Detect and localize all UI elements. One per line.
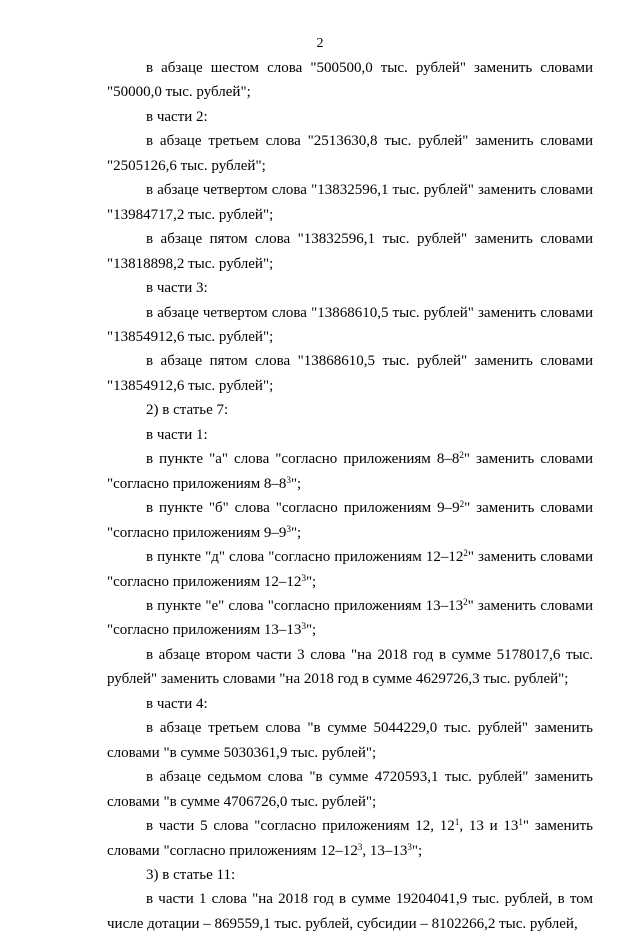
text-run: в части 3: <box>146 280 208 297</box>
paragraph <box>107 496 593 545</box>
paragraph <box>107 105 593 129</box>
paragraph <box>107 863 593 887</box>
text-run: " заменить словами "согласно приложениям 8–8 <box>107 451 593 492</box>
superscript: 1 <box>454 817 460 828</box>
superscript: 3 <box>357 841 363 852</box>
paragraph <box>107 692 593 716</box>
text-run: в части 1 слова "на 2018 год в сумме 19204041,9 тыс. рублей, в том числе дотации – 869559,1 тыс. рублей, субсидии – 8102266,2 тыс. рублей, <box>107 891 593 932</box>
text-run: " заменить словами "согласно приложениям 12–12 <box>107 549 593 590</box>
document-body <box>107 56 593 936</box>
paragraph <box>107 643 593 692</box>
paragraph <box>107 447 593 496</box>
paragraph <box>107 349 593 398</box>
superscript: 3 <box>286 523 291 534</box>
text-run: 2) в статье 7: <box>146 402 229 419</box>
paragraph <box>107 887 593 936</box>
text-run: в части 2: <box>146 108 208 125</box>
superscript: 1 <box>518 817 523 828</box>
text-run: в абзаце втором части 3 слова "на 2018 год в сумме 5178017,6 тыс. рублей" заменить словами "на 2018 год в сумме 4629726,3 тыс. рублей"; <box>107 646 593 688</box>
text-run: " заменить словами "согласно приложениям 13–13 <box>107 597 593 639</box>
text-run: в части 4: <box>146 695 208 712</box>
text-run: в абзаце пятом слова "13832596,1 тыс. рублей" заменить словами "13818898,2 тыс. рублей"; <box>107 231 593 272</box>
text-run: "; <box>305 573 317 590</box>
text-run: в части 1: <box>146 426 208 443</box>
paragraph <box>107 545 593 594</box>
paragraph <box>107 765 593 814</box>
superscript: 2 <box>463 596 468 607</box>
text-run: в абзаце седьмом слова "в сумме 4720593,1 тыс. рублей" заменить словами "в сумме 4706726,0 тыс. рублей"; <box>107 769 593 810</box>
superscript: 3 <box>301 621 306 632</box>
paragraph <box>107 276 593 300</box>
text-run: в пункте "а" слова "согласно приложениям 8–8 <box>146 451 460 468</box>
text-run: в абзаце четвертом слова "13868610,5 тыс. рублей" заменить словами "13854912,6 тыс. рублей"; <box>107 304 593 345</box>
superscript: 2 <box>463 548 468 559</box>
superscript: 3 <box>407 841 412 852</box>
text-run: в абзаце четвертом слова "13832596,1 тыс. рублей" заменить словами "13984717,2 тыс. рублей"; <box>107 182 593 223</box>
text-run: "; <box>411 842 423 859</box>
text-run: в пункте "б" слова "согласно приложениям 9–9 <box>146 500 460 517</box>
text-run: " заменить словами "согласно приложениям 9–9 <box>107 500 593 541</box>
text-run: "; <box>305 622 317 639</box>
text-run: в абзаце шестом слова "500500,0 тыс. рублей" заменить словами "50000,0 тыс. рублей"; <box>107 60 593 101</box>
text-run: в абзаце пятом слова "13868610,5 тыс. рублей" заменить словами "13854912,6 тыс. рублей"; <box>107 353 593 394</box>
text-run: , 13 и 13 <box>459 818 519 835</box>
text-run: в пункте "е" слова "согласно приложениям 13–13 <box>146 597 464 614</box>
paragraph <box>107 129 593 178</box>
superscript: 3 <box>286 474 291 485</box>
text-run: в абзаце третьем слова "2513630,8 тыс. рублей" заменить словами "2505126,6 тыс. рублей"; <box>107 133 593 174</box>
text-run: в пункте "д" слова "согласно приложениям 12–12 <box>146 549 464 566</box>
superscript: 3 <box>301 572 306 583</box>
paragraph <box>107 398 593 422</box>
superscript: 2 <box>459 499 465 510</box>
paragraph <box>107 594 593 643</box>
text-run: в части 5 слова "согласно приложениям 12, 12 <box>146 818 455 835</box>
paragraph <box>107 716 593 765</box>
paragraph <box>107 56 593 105</box>
text-run: " заменить словами "согласно приложениям 12–12 <box>107 818 594 859</box>
paragraph <box>107 423 593 447</box>
paragraph <box>107 178 593 227</box>
text-run: 3) в статье 11: <box>146 866 236 883</box>
paragraph <box>107 814 593 863</box>
paragraph <box>107 301 593 350</box>
text-run: "; <box>290 524 302 541</box>
text-run: , 13–13 <box>362 842 408 859</box>
page-number: 2 <box>316 36 324 51</box>
text-run: "; <box>290 475 302 492</box>
paragraph <box>107 227 593 276</box>
text-run: в абзаце третьем слова "в сумме 5044229,0 тыс. рублей" заменить словами "в сумме 5030361,9 тыс. рублей"; <box>107 720 593 761</box>
superscript: 2 <box>459 450 464 461</box>
